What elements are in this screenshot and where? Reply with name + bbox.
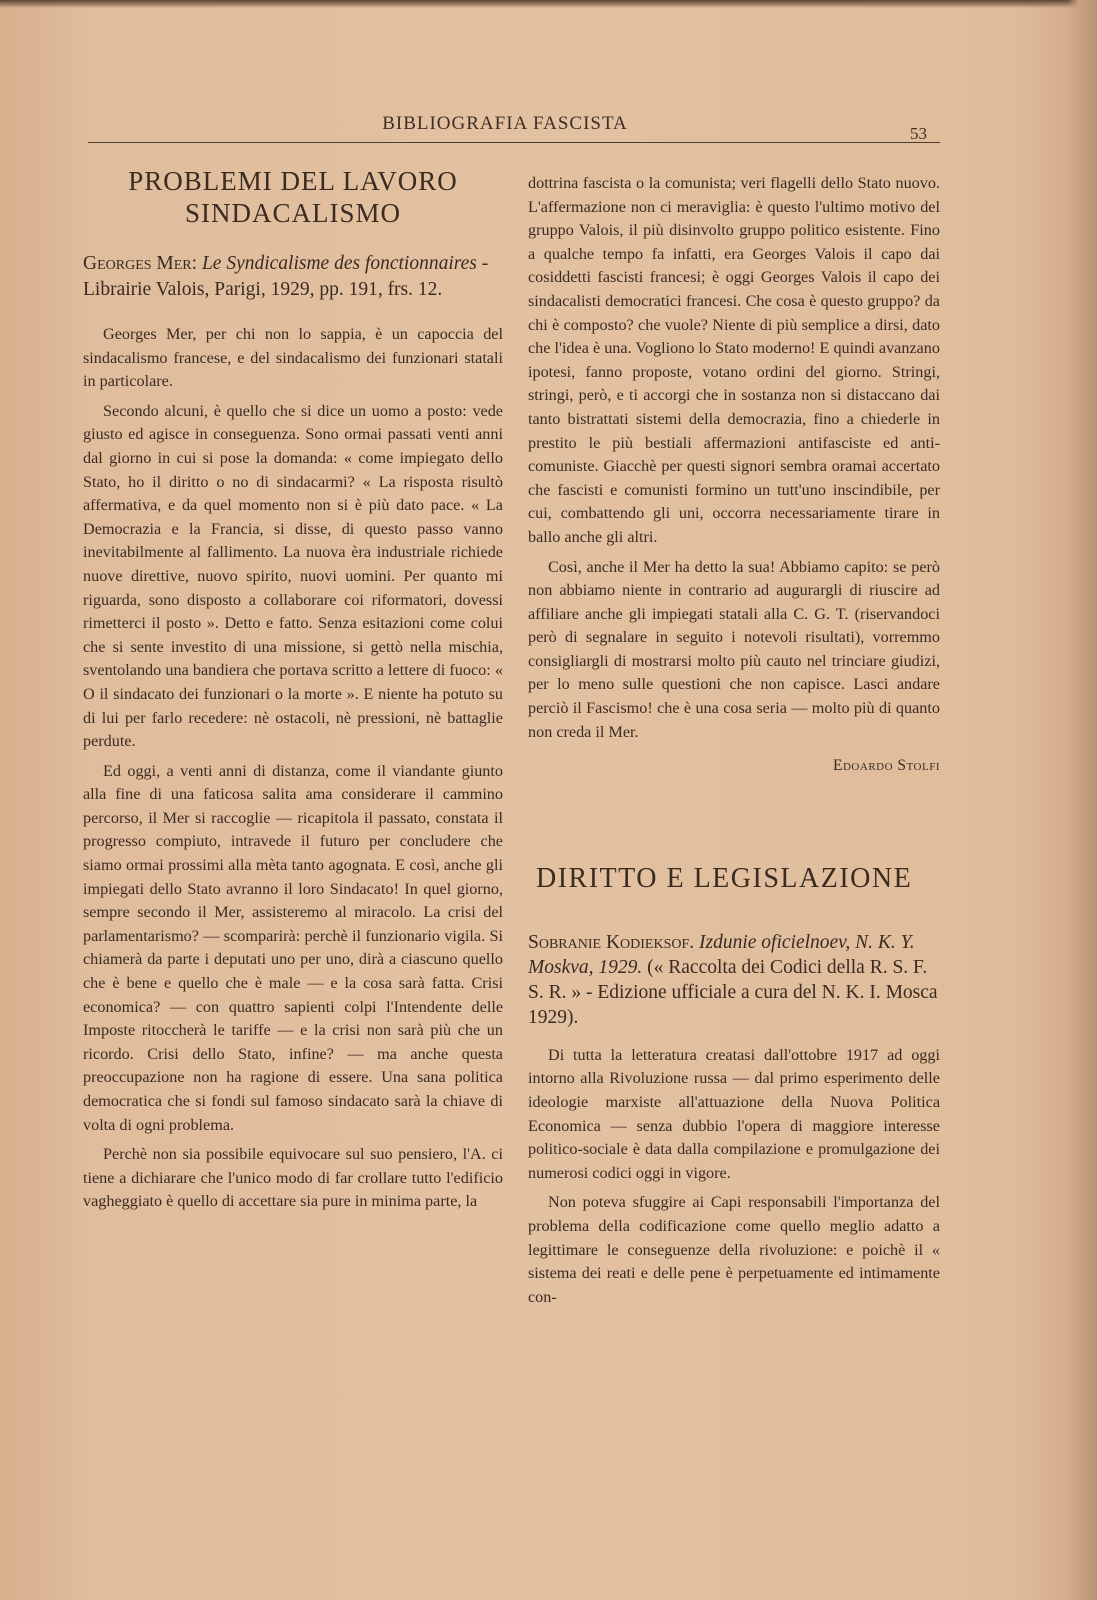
right-column — [528, 172, 940, 1309]
paragraph: Non poteva sfuggire ai Capi responsabili l'importanza del problema della codificazione come quello meglio adatto a legittimare le conseguenze della rivoluzione: e poichè il « sistema dei reati e delle pene è perpetuamente ed intimamente con- — [528, 1193, 940, 1306]
section-title-line1: PROBLEMI DEL LAVORO — [128, 166, 458, 196]
biblio-separator: : — [191, 253, 202, 274]
biblio2-author: Sobranie Kodieksof. — [528, 931, 695, 953]
biblio-work-title: Le Syndicalisme des fonctionnaires — [201, 253, 477, 274]
author-signature: Edoardo Stolfi — [833, 757, 940, 775]
page-number: 53 — [910, 124, 927, 143]
biblio-author: Georges Mer — [83, 253, 192, 274]
running-header: BIBLIOGRAFIA FASCISTA — [382, 113, 628, 134]
paragraph: Perchè non sia possibile equivocare sul suo pensiero, l'A. ci tiene a dichiarare che l'unico modo di far crollare tutto l'edificio vagheggiato è quello di accettare sia pure in minima parte, la — [83, 1145, 503, 1211]
section-title — [83, 165, 503, 229]
bibliographic-entry — [83, 251, 503, 303]
biblio-publisher: - Librairie Valois, Parigi, 1929, pp. 191, frs. 12. — [83, 253, 489, 300]
section-title-line2: SINDACALISMO — [184, 198, 402, 228]
paragraph: Così, anche il Mer ha detto la sua! Abbiamo capito: se però non abbiamo niente in contrario ad augurargli di riuscire ad affiliare anche gli impiegati statali alla C. G. T. (riservandoci però di segnalare in seguito i notevoli risultati), vorremmo consigliargli di mostrarsi molto più cauto nel trinciare giudizi, per lo meno sulle questioni che non capisce. Lasci andare perciò il Fascismo! che è una cosa seria — molto più di quanto non creda il Mer. — [528, 557, 940, 741]
paragraph: Secondo alcuni, è quello che si dice un uomo a posto: vede giusto ed agisce in conseguenza. Sono ormai passati venti anni dal giorno in cui si pose la domanda: « come impiegato dello Stato, ho il diritto o no di sindacarmi? « La risposta risultò affermativa, e da quel momento non si è più dato pace. « La Democrazia e la Francia, si disse, di questo passo vanno inevitabilmente al fallimento. La nuova èra industriale richiede nuove direttive, nuovo spirito, nuovi uomini. Per quanto mi riguarda, sono disposto a collaborare coi riformatori, dovessi rimetterci il posto ». Detto e fatto. Senza esitazioni come colui che si sente investito di una missione, si gettò nella mischia, sventolando una bandiera che portava scritto a lettere di fuoco: « O il sindacato dei funzionari o la morte ». E niente ha potuto su di lui per farlo recedere: nè ostacoli, nè pressioni, nè battaglie perdute. — [83, 401, 503, 751]
page-right-edge — [1067, 0, 1097, 1600]
biblio2-details: (« Raccolta dei Codici della R. S. F. S. R. » - Edizione ufficiale a cura del N. K. I. Mosca 1929). — [528, 956, 938, 1028]
left-column — [83, 165, 503, 1214]
bibliographic-entry-2 — [528, 930, 940, 1030]
page-top-shadow — [0, 0, 1097, 8]
header-rule — [88, 142, 940, 143]
paragraph-continuation: dottrina fascista o la comunista; veri flagelli dello Stato nuovo. L'affermazione non ci meraviglia: è questo l'ultimo motivo del gruppo Valois, il più disinvolto gruppo politico esistente. Fino a qualche tempo fa infatti, era Georges Valois il capo dai cosiddetti fascisti francesi; è oggi Georges Valois il capo dei sindacalisti democratici francesi. Che cosa è questo gruppo? da chi è composto? che vuole? Niente di più semplice a dirsi, dato che l'idea è una. Vogliono lo Stato moderno! E quindi avanzano ipotesi, fanno proposte, votano ordini del giorno. Stringi, stringi, però, e ti accorgi che in sostanza non si distaccano dai tanto bistrattati sistemi della democrazia, fino a chiederle in prestito le più bestiali affermazioni antifasciste ed anti-comuniste. Giacchè per questi signori sembra oramai accertato che fascisti e comunisti formino un tutt'uno inscindibile, per cui, combattendo gli uni, occorra necessariamente tirare in ballo anche gli altri. — [528, 174, 940, 546]
section-title-2: DIRITTO E LEGISLAZIONE — [536, 862, 913, 894]
paragraph: Di tutta la letteratura creatasi dall'ottobre 1917 ad oggi intorno alla Rivoluzione russa — dal primo esperimento delle ideologie marxiste all'attuazione della Nuova Politica Economica — senza dubbio l'opera di maggiore interesse politico-sociale è data dalla compilazione e promulgazione dei numerosi codici oggi in vigore. — [528, 1045, 940, 1182]
paragraph: Ed oggi, a venti anni di distanza, come il viandante giunto alla fine di una faticosa salita ama considerare il cammino percorso, il Mer si raccoglie — ricapitola il passato, constata il progresso compiuto, intravede il futuro per concludere che siamo ormai prossimi alla mèta tanto agognata. E così, anche gli impiegati dello Stato avranno il loro Sindacato! In quel giorno, sempre secondo il Mer, assisteremo al miracolo. La crisi del parlamentarismo? — scomparirà: perchè il funzionario vigila. Si chiamerà da parte i deputati uno per uno, dirà a ciascuno quello che è bene e quello che è male — e la cosa sarà fatta. Crisi economica? — con quattro sapienti colpi l'Intendente delle Imposte ritoccherà le tariffe — e la crisi non sarà più che un ricordo. Crisi dello Stato, infine? — ma anche questa preoccupazione non ha ragione di essere. Una sana politica democratica che si fondi sul famoso sindacato sarà la chiave di volta di ogni problema. — [83, 761, 503, 1134]
paragraph: Georges Mer, per chi non lo sappia, è un capoccia del sindacalismo francese, e del sindacalismo dei funzionari statali in particolare. — [83, 325, 503, 391]
biblio2-work-title: Izdunie oficielnoev, N. K. Y. Moskva, 1929. — [528, 931, 915, 978]
